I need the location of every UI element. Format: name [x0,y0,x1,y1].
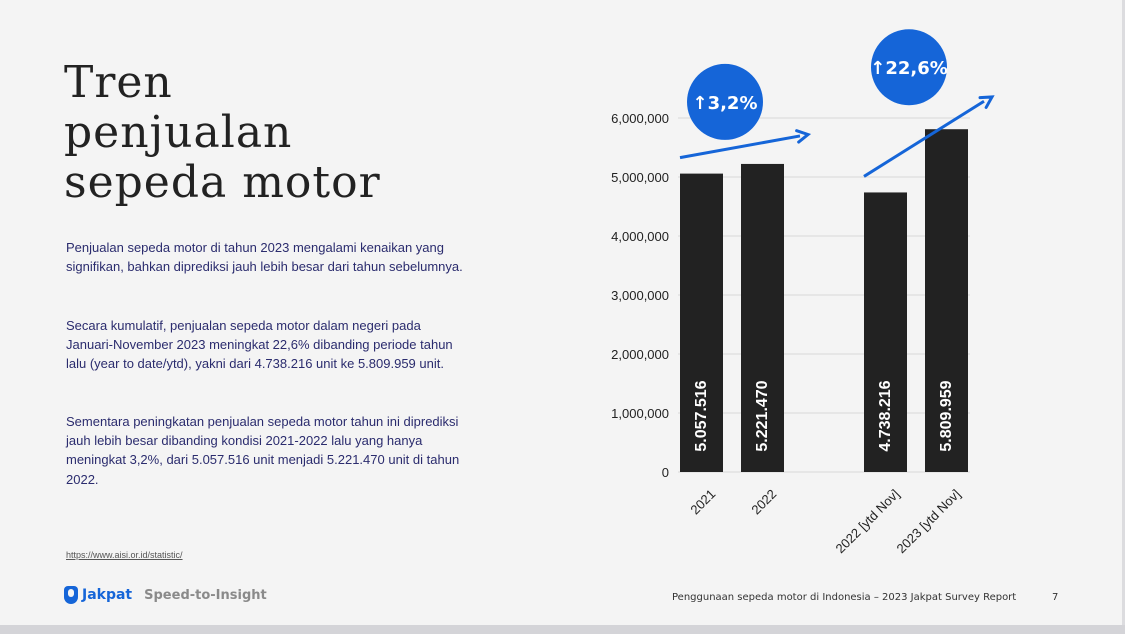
y-tick-label: 6,000,000 [611,111,669,126]
y-tick-label: 3,000,000 [611,288,669,303]
growth-label: ↑3,2% [692,92,758,114]
title-line: Tren [64,57,173,108]
x-tick-label: 2021 [687,486,719,518]
bar-value-label: 4.738.216 [877,380,894,452]
bottom-strip [0,625,1125,634]
x-tick-label: 2023 [ytd Nov] [893,486,964,557]
x-tick-label: 2022 [748,486,780,518]
source-link[interactable]: https://www.aisi.or.id/statistic/ [66,550,183,560]
y-tick-label: 2,000,000 [611,347,669,362]
y-tick-label: 4,000,000 [611,229,669,244]
brand-name: Jakpat [82,587,133,603]
title-line: sepeda motor [64,157,381,208]
body-paragraph: Penjualan sepeda motor di tahun 2023 mengalami kenaikan yang signifikan, bahkan diprediksi jauh lebih besar dari tahun sebelumnya. [66,240,463,275]
title-line: penjualan [64,107,293,158]
x-tick-label: 2022 [ytd Nov] [832,486,903,557]
brand-tagline: Speed-to-Insight [144,587,267,603]
body-paragraph: Sementara peningkatan penjualan sepeda motor tahun ini diprediksi jauh lebih besar dibanding kondisi 2021-2022 lalu yang hanya meningkat 3,2%, dari 5.057.516 unit menjadi 5.221.470 unit di tahun 2022. [66,414,460,487]
bar-value-label: 5.221.470 [754,380,771,452]
growth-label: ↑22,6% [870,58,948,80]
body-paragraph: Secara kumulatif, penjualan sepeda motor dalam negeri pada Januari-November 2023 meningkat 22,6% dibanding periode tahun lalu (year to date/ytd), yakni dari 4.738.216 unit ke 5.809.959 unit. [66,318,453,372]
page-number: 7 [1052,592,1059,603]
y-tick-label: 1,000,000 [611,406,669,421]
y-tick-label: 5,000,000 [611,170,669,185]
bar-value-label: 5.057.516 [693,380,710,452]
y-tick-label: 0 [661,465,669,480]
bar-value-label: 5.809.959 [938,380,955,452]
footer-text: Penggunaan sepeda motor di Indonesia – 2023 Jakpat Survey Report [672,592,1017,603]
trend-arrow [680,136,800,158]
